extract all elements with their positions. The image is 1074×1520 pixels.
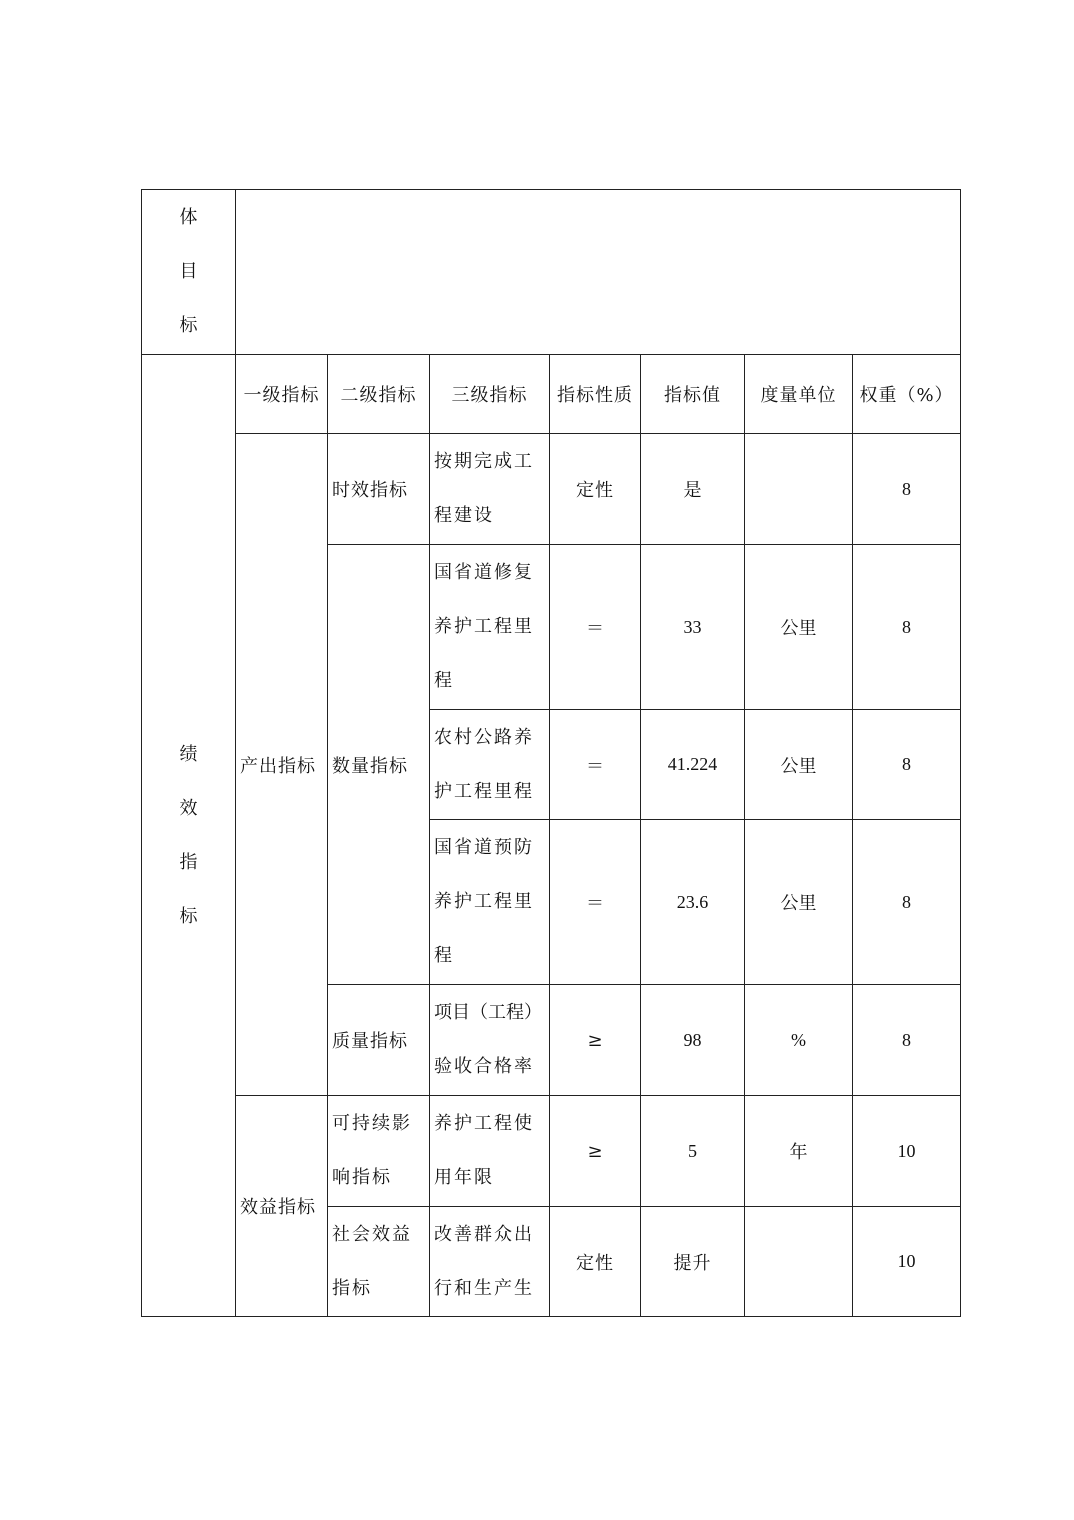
level3-line: 验收合格率 [434, 1056, 534, 1077]
unit-cell: 公里 [745, 545, 853, 710]
overall-goal-label-char: 体 [179, 207, 198, 228]
level3-line: 项目（工程） [434, 1002, 542, 1023]
weight-cell: 10 [853, 1096, 961, 1207]
overall-goal-label [142, 190, 236, 355]
level3-cell [430, 710, 550, 820]
level3-line: 护工程里程 [434, 780, 534, 802]
level3-cell [430, 1096, 550, 1207]
value-cell: 是 [641, 434, 745, 545]
nature-cell: ＝ [550, 710, 641, 820]
level2-social [328, 1207, 430, 1317]
nature-cell: 定性 [550, 434, 641, 545]
level3-cell [430, 820, 550, 985]
level2-line: 指标 [332, 1277, 372, 1299]
performance-label [142, 355, 236, 1317]
level3-line: 用年限 [434, 1167, 494, 1188]
overall-goal-label-char: 目 [179, 261, 198, 282]
level1-benefit: 效益指标 [236, 1096, 328, 1317]
value-cell: 98 [641, 985, 745, 1096]
overall-goal-row [142, 190, 961, 355]
table-row [142, 434, 961, 545]
performance-label-char: 标 [179, 905, 198, 927]
level2-quality: 质量指标 [328, 985, 430, 1096]
level2-timeliness: 时效指标 [328, 434, 430, 545]
nature-cell: ≥ [550, 985, 641, 1096]
level3-line: 养护工程里 [434, 891, 534, 912]
nature-cell: 定性 [550, 1207, 641, 1317]
level2-sustainable [328, 1096, 430, 1207]
weight-cell: 8 [853, 710, 961, 820]
nature-cell: ＝ [550, 545, 641, 710]
performance-label-char: 绩 [179, 743, 198, 765]
level3-cell [430, 434, 550, 545]
header-level3: 三级指标 [430, 355, 550, 434]
unit-cell: 公里 [745, 820, 853, 985]
weight-cell: 10 [853, 1207, 961, 1317]
header-level2: 二级指标 [328, 355, 430, 434]
unit-cell: % [745, 985, 853, 1096]
weight-cell: 8 [853, 434, 961, 545]
value-cell: 41.224 [641, 710, 745, 820]
level3-line: 行和生产生 [434, 1277, 534, 1299]
table-row [142, 1096, 961, 1207]
level3-line: 程 [434, 945, 454, 966]
header-row [142, 355, 961, 434]
header-unit: 度量单位 [745, 355, 853, 434]
level2-line: 社会效益 [332, 1223, 412, 1245]
nature-cell: ≥ [550, 1096, 641, 1207]
unit-cell: 公里 [745, 710, 853, 820]
value-cell: 提升 [641, 1207, 745, 1317]
level2-line: 可持续影 [332, 1113, 412, 1134]
level3-line: 农村公路养 [434, 726, 534, 748]
header-level1: 一级指标 [236, 355, 328, 434]
weight-cell: 8 [853, 985, 961, 1096]
level3-cell [430, 545, 550, 710]
level3-line: 养护工程使 [434, 1113, 534, 1134]
level3-cell [430, 985, 550, 1096]
performance-label-char: 指 [179, 851, 198, 873]
level2-line: 响指标 [332, 1167, 392, 1188]
level3-line: 按期完成工 [434, 451, 534, 472]
weight-cell: 8 [853, 820, 961, 985]
level3-line: 养护工程里 [434, 616, 534, 637]
unit-cell [745, 1207, 853, 1317]
level2-quantity: 数量指标 [328, 545, 430, 985]
value-cell: 33 [641, 545, 745, 710]
header-value: 指标值 [641, 355, 745, 434]
value-cell: 23.6 [641, 820, 745, 985]
performance-goal-table [141, 189, 961, 1317]
header-weight: 权重（%） [853, 355, 961, 434]
level3-line: 程 [434, 670, 454, 691]
level3-cell [430, 1207, 550, 1317]
nature-cell: ＝ [550, 820, 641, 985]
overall-goal-content [236, 190, 961, 355]
value-cell: 5 [641, 1096, 745, 1207]
weight-cell: 8 [853, 545, 961, 710]
level3-line: 国省道修复 [434, 562, 534, 583]
performance-label-char: 效 [179, 797, 198, 819]
unit-cell: 年 [745, 1096, 853, 1207]
level3-line: 程建设 [434, 505, 494, 526]
unit-cell [745, 434, 853, 545]
overall-goal-label-char: 标 [179, 315, 198, 336]
level1-output: 产出指标 [236, 434, 328, 1096]
level3-line: 改善群众出 [434, 1223, 534, 1245]
level3-line: 国省道预防 [434, 837, 534, 858]
header-nature: 指标性质 [550, 355, 641, 434]
